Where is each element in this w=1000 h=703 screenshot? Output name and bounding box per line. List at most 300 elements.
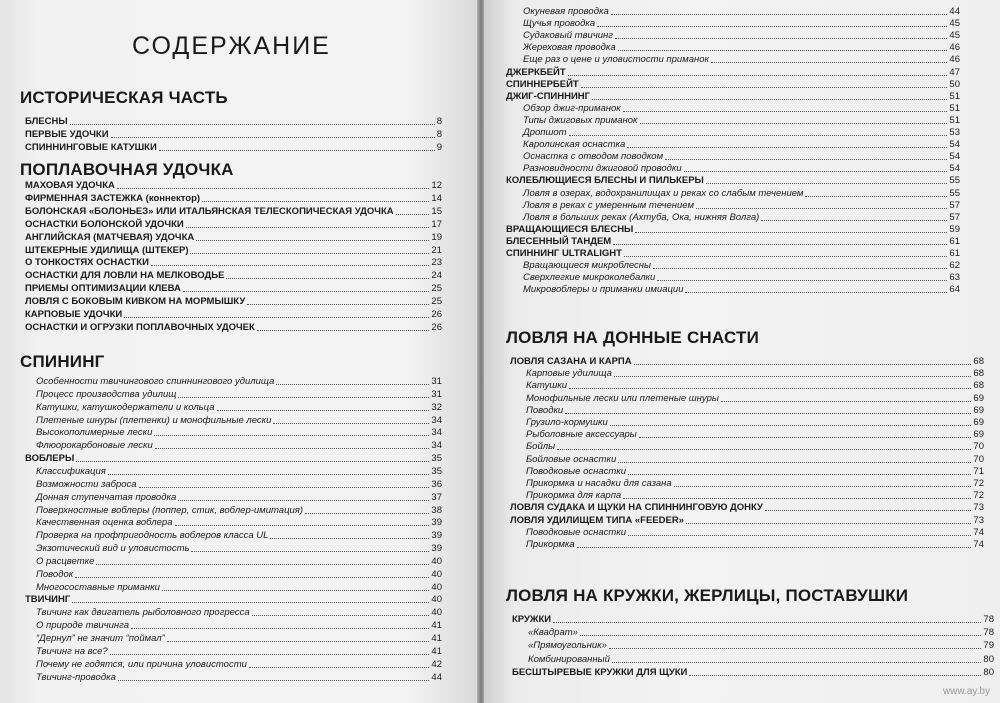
- page-number: 70: [973, 441, 984, 453]
- leader-dots: [568, 74, 948, 76]
- page-number: 17: [431, 218, 442, 230]
- leader-dots: [805, 195, 947, 197]
- toc-entry: [25, 232, 442, 244]
- entry-label: ОСНАСТКИ БОЛОНСКОЙ УДОЧКИ: [25, 218, 184, 230]
- page-number: 70: [973, 453, 984, 465]
- page-number: 36: [431, 478, 442, 490]
- entry-label: Бойлы: [526, 441, 556, 453]
- section-heading: СПИНИНГ: [20, 352, 105, 371]
- entry-label: «Прямоугольник»: [528, 640, 607, 652]
- leader-dots: [565, 412, 971, 414]
- toc-subentry: [36, 505, 442, 517]
- page-number: 68: [973, 356, 984, 367]
- entry-label: ЛОВЛЯ С БОКОВЫМ КИВКОМ НА МОРМЫШКУ: [25, 296, 246, 308]
- leader-dots: [640, 122, 948, 124]
- toc-entry: [25, 206, 442, 218]
- entry-label: МАХОВАЯ УДОЧКА: [25, 180, 115, 191]
- entry-label: Разновидности джиговой проводки: [523, 163, 682, 175]
- leader-dots: [597, 25, 947, 27]
- page-number: 24: [431, 270, 442, 282]
- toc-subentry: [528, 640, 994, 652]
- entry-label: Карповые удилища: [526, 368, 612, 380]
- entry-label: О ТОНКОСТЯХ ОСНАСТКИ: [25, 257, 149, 269]
- toc-entry: [506, 224, 960, 236]
- page-number: 71: [973, 465, 984, 477]
- entry-label: Типы джиговых приманок: [523, 114, 638, 126]
- toc-subentry: [523, 42, 960, 54]
- page-number: 69: [973, 404, 984, 416]
- entry-label: Катушки: [526, 380, 567, 392]
- entry-label: О расцветке: [36, 555, 95, 567]
- toc-entry: [506, 248, 960, 260]
- page-number: 14: [431, 192, 442, 204]
- page-number: 34: [431, 427, 442, 439]
- toc-entry: [25, 283, 442, 295]
- page-number: 26: [431, 321, 442, 333]
- entry-label: Обзор джиг-приманок: [523, 102, 621, 114]
- leader-dots: [581, 86, 948, 88]
- leader-dots: [653, 267, 947, 269]
- entry-label: ЛОВЛЯ СУДАКА И ЩУКИ НА СПИННИНГОВУЮ ДОНКУ: [510, 502, 763, 514]
- toc-subentry: [523, 163, 960, 175]
- leader-dots: [612, 661, 982, 663]
- entry-label: Проверка на профпригодность воблеров класса UL: [36, 530, 269, 542]
- page-number: 80: [983, 666, 994, 678]
- page-number: 34: [431, 440, 442, 452]
- page-number: 59: [949, 223, 960, 235]
- leader-dots: [151, 264, 429, 266]
- entry-label: БЛЕСНЫ: [25, 116, 68, 127]
- leader-dots: [628, 473, 971, 475]
- leader-dots: [711, 61, 947, 63]
- page-number: 61: [949, 248, 960, 259]
- toc-subentry: [36, 672, 442, 684]
- entry-label: ВОБЛЕРЫ: [25, 453, 75, 465]
- toc-subentry: [523, 127, 960, 139]
- toc-subentry: [523, 18, 960, 30]
- entry-label: БОЛОНСКАЯ «БОЛОНЬЕЗ» ИЛИ ИТАЛЬЯНСКАЯ ТЕЛЕСКОПИЧЕСКАЯ УДОЧКА: [25, 205, 394, 217]
- entry-label: Почему не годятся, или причина уловистости: [36, 658, 247, 670]
- leader-dots: [628, 534, 971, 536]
- page-number: 72: [973, 478, 984, 489]
- entry-label: Поводковые оснастки: [526, 526, 627, 538]
- toc-subentry: [36, 530, 442, 542]
- page-number: 74: [973, 526, 984, 538]
- toc-entry: [510, 356, 984, 368]
- leader-dots: [765, 509, 971, 511]
- toc-subentry: [526, 417, 984, 429]
- page-number: 40: [431, 568, 442, 580]
- leader-dots: [696, 207, 947, 209]
- entry-label: Судаковый твичинг: [523, 30, 613, 42]
- toc-entry: [25, 594, 442, 606]
- leader-dots: [618, 461, 971, 463]
- toc-entry: [506, 236, 960, 248]
- leader-dots: [609, 647, 981, 649]
- page-number: 40: [431, 594, 442, 606]
- entry-label: Высокополимерные лески: [36, 427, 153, 439]
- entry-label: Флюорокарбоновые лески: [36, 440, 153, 452]
- page-number: 39: [431, 517, 442, 529]
- leader-dots: [186, 226, 430, 228]
- page-number: 34: [431, 414, 442, 426]
- leader-dots: [592, 98, 947, 100]
- toc-subentry: [523, 103, 960, 115]
- toc-subentry: [526, 490, 984, 502]
- toc-entry: [25, 296, 442, 308]
- entry-label: Процесс производства удилищ: [36, 388, 177, 400]
- toc-subentry: [36, 569, 442, 581]
- toc-subentry: [36, 582, 442, 594]
- leader-dots: [305, 512, 429, 514]
- leader-dots: [614, 375, 971, 377]
- toc-entry: [25, 322, 442, 334]
- leader-dots: [618, 49, 948, 51]
- leader-dots: [252, 614, 430, 616]
- toc-subentry: [526, 393, 984, 405]
- section-heading: ИСТОРИЧЕСКАЯ ЧАСТЬ: [20, 88, 228, 107]
- page-number: 31: [431, 376, 442, 387]
- entry-label: Дропшот: [523, 127, 567, 138]
- toc-entry: [510, 515, 984, 527]
- toc-subentry: [36, 556, 442, 568]
- leader-dots: [217, 409, 430, 411]
- page-number: 72: [973, 490, 984, 502]
- toc-subentry: [526, 539, 984, 551]
- entry-label: СПИННИНГ ULTRALIGHT: [506, 248, 622, 259]
- leader-dots: [635, 231, 947, 233]
- entry-label: СПИННЕРБЕЙТ: [506, 78, 579, 90]
- entry-label: Каролинская оснастка: [523, 139, 626, 151]
- leader-dots: [396, 213, 430, 215]
- entry-label: Ловля в больших реках (Ахтуба, Ока, нижняя Волга): [523, 211, 760, 223]
- page-number: 40: [431, 581, 442, 593]
- leader-dots: [96, 563, 429, 565]
- leader-dots: [634, 363, 972, 365]
- leader-dots: [665, 158, 947, 160]
- toc-subentry: [36, 620, 442, 632]
- page-number: 41: [431, 633, 442, 644]
- entry-label: “Дернул” не значит “поймал”: [36, 633, 165, 644]
- leader-dots: [159, 149, 435, 151]
- entry-label: Микровоблеры и приманки имиации: [523, 284, 684, 296]
- leader-dots: [167, 640, 430, 642]
- page-number: 35: [431, 465, 442, 477]
- leader-dots: [273, 422, 429, 424]
- page-number: 55: [949, 175, 960, 187]
- entry-label: ОСНАСТКИ ДЛЯ ЛОВЛИ НА МЕЛКОВОДЬЕ: [25, 270, 225, 282]
- entry-label: КАРПОВЫЕ УДОЧКИ: [25, 309, 123, 320]
- toc-entry: [25, 453, 442, 465]
- entry-label: Щучья проводка: [523, 18, 596, 30]
- toc-entry: [25, 270, 442, 282]
- toc-subentry: [36, 479, 442, 491]
- page-number: 8: [436, 116, 442, 127]
- toc-subentry: [523, 188, 960, 200]
- toc-entry: [25, 116, 442, 128]
- page-number: 31: [431, 388, 442, 400]
- toc-entry: [25, 142, 442, 154]
- entry-label: Прикормка для карпа: [526, 490, 622, 502]
- entry-label: ТВИЧИНГ: [25, 594, 71, 606]
- page-number: 19: [431, 231, 442, 243]
- entry-label: Экзотический вид и уловистость: [36, 543, 190, 555]
- leader-dots: [270, 537, 429, 539]
- toc-entry: [506, 79, 960, 91]
- toc-subentry: [36, 543, 442, 555]
- entry-label: ФИРМЕННАЯ ЗАСТЕЖКА (коннектор): [25, 192, 201, 204]
- page-number: 45: [949, 30, 960, 42]
- toc-subentry: [523, 284, 960, 296]
- toc-entry: [25, 309, 442, 321]
- toc-title: СОДЕРЖАНИЕ: [132, 32, 331, 60]
- page-number: 68: [973, 380, 984, 392]
- entry-label: ПЕРВЫЕ УДОЧКИ: [25, 129, 109, 140]
- entry-label: ДЖЕРКБЕЙТ: [506, 66, 566, 78]
- page-number: 61: [949, 235, 960, 247]
- leader-dots: [639, 436, 972, 438]
- toc-entry: [25, 180, 442, 192]
- entry-label: Возможности заброса: [36, 478, 137, 490]
- page-number: 51: [949, 114, 960, 126]
- leader-dots: [111, 136, 435, 138]
- leader-dots: [623, 110, 948, 112]
- page-number: 73: [973, 502, 984, 514]
- entry-label: ЛОВЛЯ САЗАНА И КАРПА: [510, 356, 632, 367]
- page-number: 46: [949, 54, 960, 66]
- right-page: [484, 0, 1000, 703]
- page-number: 12: [431, 180, 442, 191]
- entry-label: ПРИЕМЫ ОПТИМИЗАЦИИ КЛЕВА: [25, 283, 181, 295]
- entry-label: Поводок: [36, 568, 74, 580]
- page-number: 25: [431, 283, 442, 295]
- toc-subentry: [36, 402, 442, 414]
- entry-label: Твичинг как двигатель рыболовного прогресса: [36, 607, 250, 619]
- page-number: 25: [431, 296, 442, 308]
- leader-dots: [613, 243, 947, 245]
- page-number: 44: [431, 671, 442, 683]
- leader-dots: [706, 182, 948, 184]
- entry-label: БЕСШТЫРЕВЫЕ КРУЖКИ ДЛЯ ЩУКИ: [512, 666, 688, 678]
- toc-entry: [506, 175, 960, 187]
- leader-dots: [76, 460, 429, 462]
- page-number: 40: [431, 555, 442, 567]
- page-number: 47: [949, 66, 960, 78]
- page-number: 39: [431, 530, 442, 542]
- entry-label: Оснастка с отводом поводком: [523, 151, 664, 163]
- toc-entry: [506, 91, 960, 103]
- entry-label: Особенности твичингового спиннингового удилища: [36, 376, 275, 387]
- toc-subentry: [523, 212, 960, 224]
- entry-label: АНГЛИЙСКАЯ (МАТЧЕВАЯ) УДОЧКА: [25, 231, 195, 243]
- leader-dots: [178, 396, 429, 398]
- toc-subentry: [523, 115, 960, 127]
- leader-dots: [190, 252, 429, 254]
- leader-dots: [178, 499, 429, 501]
- page-number: 26: [431, 309, 442, 320]
- entry-label: Качественная оценка воблера: [36, 517, 173, 529]
- page-number: 62: [949, 260, 960, 272]
- leader-dots: [569, 134, 948, 136]
- leader-dots: [196, 239, 429, 241]
- toc-subentry: [36, 415, 442, 427]
- page-number: 64: [949, 284, 960, 296]
- entry-label: Твичинг-проводка: [36, 671, 116, 683]
- leader-dots: [257, 329, 430, 331]
- entry-label: Поводковые оснастки: [526, 465, 627, 477]
- leader-dots: [557, 448, 971, 450]
- page-number: 50: [949, 78, 960, 90]
- leader-dots: [657, 279, 947, 281]
- page-number: 32: [431, 401, 442, 413]
- leader-dots: [131, 627, 429, 629]
- page-number: 63: [949, 272, 960, 284]
- entry-label: Еще раз о цене и уловистости приманок: [523, 54, 710, 66]
- leader-dots: [627, 146, 947, 148]
- section-heading: ЛОВЛЯ НА КРУЖКИ, ЖЕРЛИЦЫ, ПОСТАВУШКИ: [506, 586, 909, 605]
- page-number: 73: [973, 514, 984, 526]
- page-number: 54: [949, 139, 960, 151]
- toc-entry: [510, 502, 984, 514]
- page-number: 51: [949, 90, 960, 102]
- toc-subentry: [36, 376, 442, 388]
- entry-label: О природе твичинга: [36, 620, 130, 632]
- page-number: 8: [436, 129, 442, 140]
- page-number: 37: [431, 491, 442, 503]
- leader-dots: [569, 387, 971, 389]
- entry-label: Прикормка: [526, 539, 575, 550]
- entry-label: Поверхностные воблеры (поппер, стик, воблер-имитация): [36, 504, 304, 516]
- page-number: 41: [431, 620, 442, 632]
- toc-subentry: [36, 646, 442, 658]
- page-number: 74: [973, 539, 984, 550]
- page-number: 69: [973, 392, 984, 404]
- toc-entry: [506, 67, 960, 79]
- leader-dots: [75, 576, 429, 578]
- entry-label: Донная ступенчатая проводка: [36, 491, 177, 503]
- toc-subentry: [526, 466, 984, 478]
- toc-subentry: [523, 139, 960, 151]
- page-number: 40: [431, 607, 442, 619]
- page-number: 79: [983, 640, 994, 652]
- toc-subentry: [36, 427, 442, 439]
- leader-dots: [623, 497, 971, 499]
- leader-dots: [761, 219, 947, 221]
- toc-subentry: [526, 527, 984, 539]
- entry-label: Многосоставные приманки: [36, 581, 160, 593]
- leader-dots: [183, 290, 430, 292]
- toc-subentry: [36, 389, 442, 401]
- page-number: 54: [949, 163, 960, 175]
- page-number: 45: [949, 18, 960, 30]
- page-number: 55: [949, 187, 960, 199]
- toc-subentry: [526, 441, 984, 453]
- leader-dots: [553, 621, 981, 623]
- toc-entry: [25, 219, 442, 231]
- leader-dots: [70, 123, 435, 125]
- page-number: 57: [949, 211, 960, 223]
- page-number: 23: [431, 257, 442, 269]
- leader-dots: [117, 187, 430, 189]
- leader-dots: [162, 589, 430, 591]
- toc-subentry: [526, 368, 984, 380]
- entry-label: ШТЕКЕРНЫЕ УДИЛИЩА (ШТЕКЕР): [25, 244, 189, 256]
- entry-label: Катушки, катушкодержатели и кольца: [36, 401, 215, 413]
- entry-label: Жереховая проводка: [523, 42, 616, 54]
- toc-subentry: [526, 405, 984, 417]
- entry-label: Поводки: [526, 404, 564, 416]
- toc-subentry: [523, 54, 960, 66]
- leader-dots: [202, 200, 429, 202]
- leader-dots: [685, 291, 947, 293]
- page-number: 15: [431, 205, 442, 217]
- left-page: [0, 0, 478, 703]
- toc-subentry: [523, 260, 960, 272]
- entry-label: Рыболовные аксессуары: [526, 429, 637, 441]
- toc-subentry: [526, 380, 984, 392]
- entry-label: Комбинированный: [528, 653, 610, 665]
- page-number: 53: [949, 127, 960, 138]
- toc-entry: [512, 614, 994, 626]
- page-number: 21: [431, 244, 442, 256]
- leader-dots: [624, 255, 947, 257]
- toc-subentry: [36, 517, 442, 529]
- toc-subentry: [36, 440, 442, 452]
- leader-dots: [72, 601, 429, 603]
- page-number: 38: [431, 504, 442, 516]
- toc-subentry: [523, 200, 960, 212]
- page-number: 80: [983, 653, 994, 665]
- entry-label: Сверхлегкие микроколебалки: [523, 272, 656, 284]
- toc-subentry: [523, 6, 960, 18]
- entry-label: Вращающиеся микроблесны: [523, 260, 652, 272]
- page-number: 42: [431, 658, 442, 670]
- page-number: 78: [983, 614, 994, 625]
- toc-subentry: [526, 454, 984, 466]
- leader-dots: [686, 522, 971, 524]
- leader-dots: [577, 546, 972, 548]
- toc-entry: [25, 257, 442, 269]
- toc-subentry: [523, 30, 960, 42]
- entry-label: ВРАЩАЮЩИЕСЯ БЛЕСНЫ: [506, 223, 634, 235]
- entry-label: Ловля в озерах, водохранилищах и реках со слабым течением: [523, 187, 804, 199]
- entry-label: КОЛЕБЛЮЩИЕСЯ БЛЕСНЫ И ПИЛЬКЕРЫ: [506, 175, 704, 187]
- entry-label: Плетеные шнуры (плетенки) и монофильные лески: [36, 414, 272, 426]
- toc-entry: [25, 129, 442, 141]
- leader-dots: [247, 303, 429, 305]
- toc-subentry: [36, 466, 442, 478]
- entry-label: Монофильные лески или плетеные шнуры: [526, 392, 719, 404]
- toc-subentry: [526, 478, 984, 490]
- toc-entry: [25, 245, 442, 257]
- watermark: www.ay.by: [942, 686, 990, 697]
- leader-dots: [139, 486, 430, 488]
- page-number: 69: [973, 417, 984, 428]
- entry-label: Прикормка и насадки для сазана: [526, 478, 672, 489]
- toc-subentry: [523, 272, 960, 284]
- entry-label: Окуневая проводка: [523, 6, 609, 17]
- entry-label: Ловля в реках с умеренным течением: [523, 199, 694, 211]
- toc-entry: [25, 193, 442, 205]
- leader-dots: [108, 473, 430, 475]
- leader-dots: [721, 400, 972, 402]
- entry-label: ДЖИГ-СПИННИНГ: [506, 90, 591, 102]
- toc-subentry: [36, 492, 442, 504]
- leader-dots: [154, 434, 429, 436]
- page-number: 54: [949, 151, 960, 163]
- section-heading: ПОПЛАВОЧНАЯ УДОЧКА: [20, 160, 234, 179]
- page-number: 57: [949, 199, 960, 211]
